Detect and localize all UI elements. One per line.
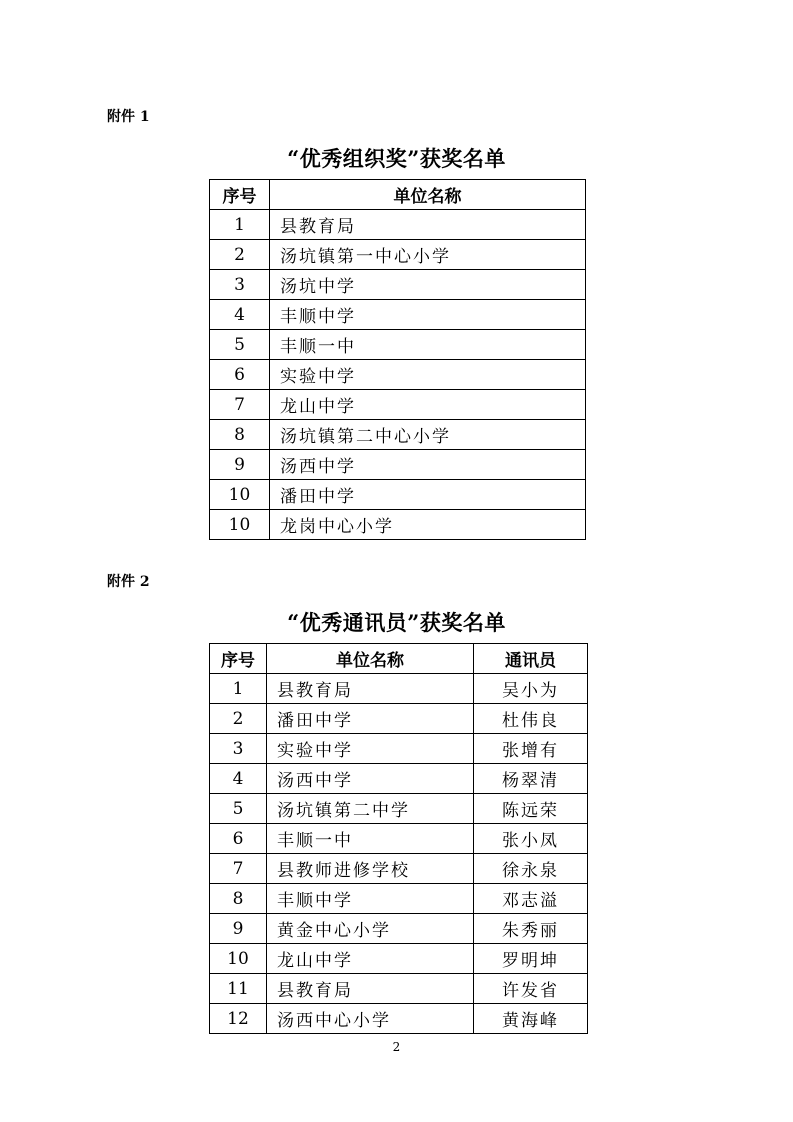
cell-correspondent: 杜伟良 [474,704,588,734]
table-row [210,944,588,974]
table-row [210,390,586,420]
cell-correspondent: 许发省 [474,974,588,1004]
header-index: 序号 [210,180,270,210]
cell-index: 1 [210,674,267,704]
table-row [210,854,588,884]
table-row [210,1004,588,1034]
cell-index: 2 [210,240,270,270]
cell-correspondent: 徐永泉 [474,854,588,884]
organization-award-body [210,210,586,540]
cell-index: 10 [210,944,267,974]
cell-index: 11 [210,974,267,1004]
cell-unit: 丰顺中学 [270,300,586,330]
table-row [210,210,586,240]
page-number: 2 [392,1040,401,1054]
header-index: 序号 [210,644,267,674]
cell-correspondent: 张增有 [474,734,588,764]
table-header-row [210,644,588,674]
table-row [210,824,588,854]
cell-unit: 汤坑镇第一中心小学 [270,240,586,270]
cell-index: 4 [210,300,270,330]
cell-unit: 黄金中心小学 [267,914,474,944]
cell-unit: 龙岗中心小学 [270,510,586,540]
cell-correspondent: 吴小为 [474,674,588,704]
cell-index: 2 [210,704,267,734]
table-row [210,330,586,360]
table-row [210,914,588,944]
header-unit: 单位名称 [267,644,474,674]
cell-index: 4 [210,764,267,794]
table-row [210,884,588,914]
cell-correspondent: 朱秀丽 [474,914,588,944]
cell-index: 5 [210,330,270,360]
attachment-1-label: 附件 1 [107,109,150,125]
correspondent-award-table [209,643,588,1034]
table-row [210,704,588,734]
cell-unit: 汤坑中学 [270,270,586,300]
table-row [210,510,586,540]
cell-unit: 县教育局 [270,210,586,240]
header-correspondent: 通讯员 [474,644,588,674]
cell-index: 3 [210,270,270,300]
cell-index: 8 [210,420,270,450]
cell-unit: 汤西中学 [267,764,474,794]
cell-index: 12 [210,1004,267,1034]
cell-unit: 龙山中学 [267,944,474,974]
cell-unit: 龙山中学 [270,390,586,420]
table-row [210,794,588,824]
cell-index: 1 [210,210,270,240]
header-unit: 单位名称 [270,180,586,210]
attachment-2-label: 附件 2 [107,574,150,590]
cell-unit: 潘田中学 [267,704,474,734]
cell-unit: 丰顺一中 [270,330,586,360]
cell-index: 9 [210,914,267,944]
cell-correspondent: 罗明坤 [474,944,588,974]
table-row [210,300,586,330]
cell-unit: 汤西中学 [270,450,586,480]
table-row [210,450,586,480]
table-row [210,764,588,794]
table-row [210,240,586,270]
organization-award-table [209,179,586,540]
cell-correspondent: 陈远荣 [474,794,588,824]
table-row [210,270,586,300]
cell-correspondent: 张小凤 [474,824,588,854]
cell-index: 10 [210,480,270,510]
table-row [210,734,588,764]
cell-index: 6 [210,360,270,390]
cell-index: 7 [210,390,270,420]
cell-correspondent: 杨翠清 [474,764,588,794]
cell-index: 9 [210,450,270,480]
cell-unit: 丰顺一中 [267,824,474,854]
cell-unit: 实验中学 [270,360,586,390]
attachment-1-title: “优秀组织奖”获奖名单 [287,146,506,171]
table-row [210,674,588,704]
cell-index: 5 [210,794,267,824]
cell-index: 10 [210,510,270,540]
table-row [210,420,586,450]
cell-unit: 县教育局 [267,674,474,704]
cell-unit: 汤坑镇第二中心小学 [270,420,586,450]
cell-unit: 实验中学 [267,734,474,764]
cell-unit: 丰顺中学 [267,884,474,914]
cell-correspondent: 黄海峰 [474,1004,588,1034]
cell-unit: 潘田中学 [270,480,586,510]
cell-unit: 汤坑镇第二中学 [267,794,474,824]
correspondent-award-body [210,674,588,1034]
cell-unit: 县教育局 [267,974,474,1004]
cell-correspondent: 邓志溢 [474,884,588,914]
cell-index: 6 [210,824,267,854]
table-header-row [210,180,586,210]
cell-index: 3 [210,734,267,764]
cell-unit: 汤西中心小学 [267,1004,474,1034]
cell-index: 7 [210,854,267,884]
table-row [210,974,588,1004]
cell-index: 8 [210,884,267,914]
attachment-2-title: “优秀通讯员”获奖名单 [287,610,506,635]
table-row [210,360,586,390]
cell-unit: 县教师进修学校 [267,854,474,884]
table-row [210,480,586,510]
